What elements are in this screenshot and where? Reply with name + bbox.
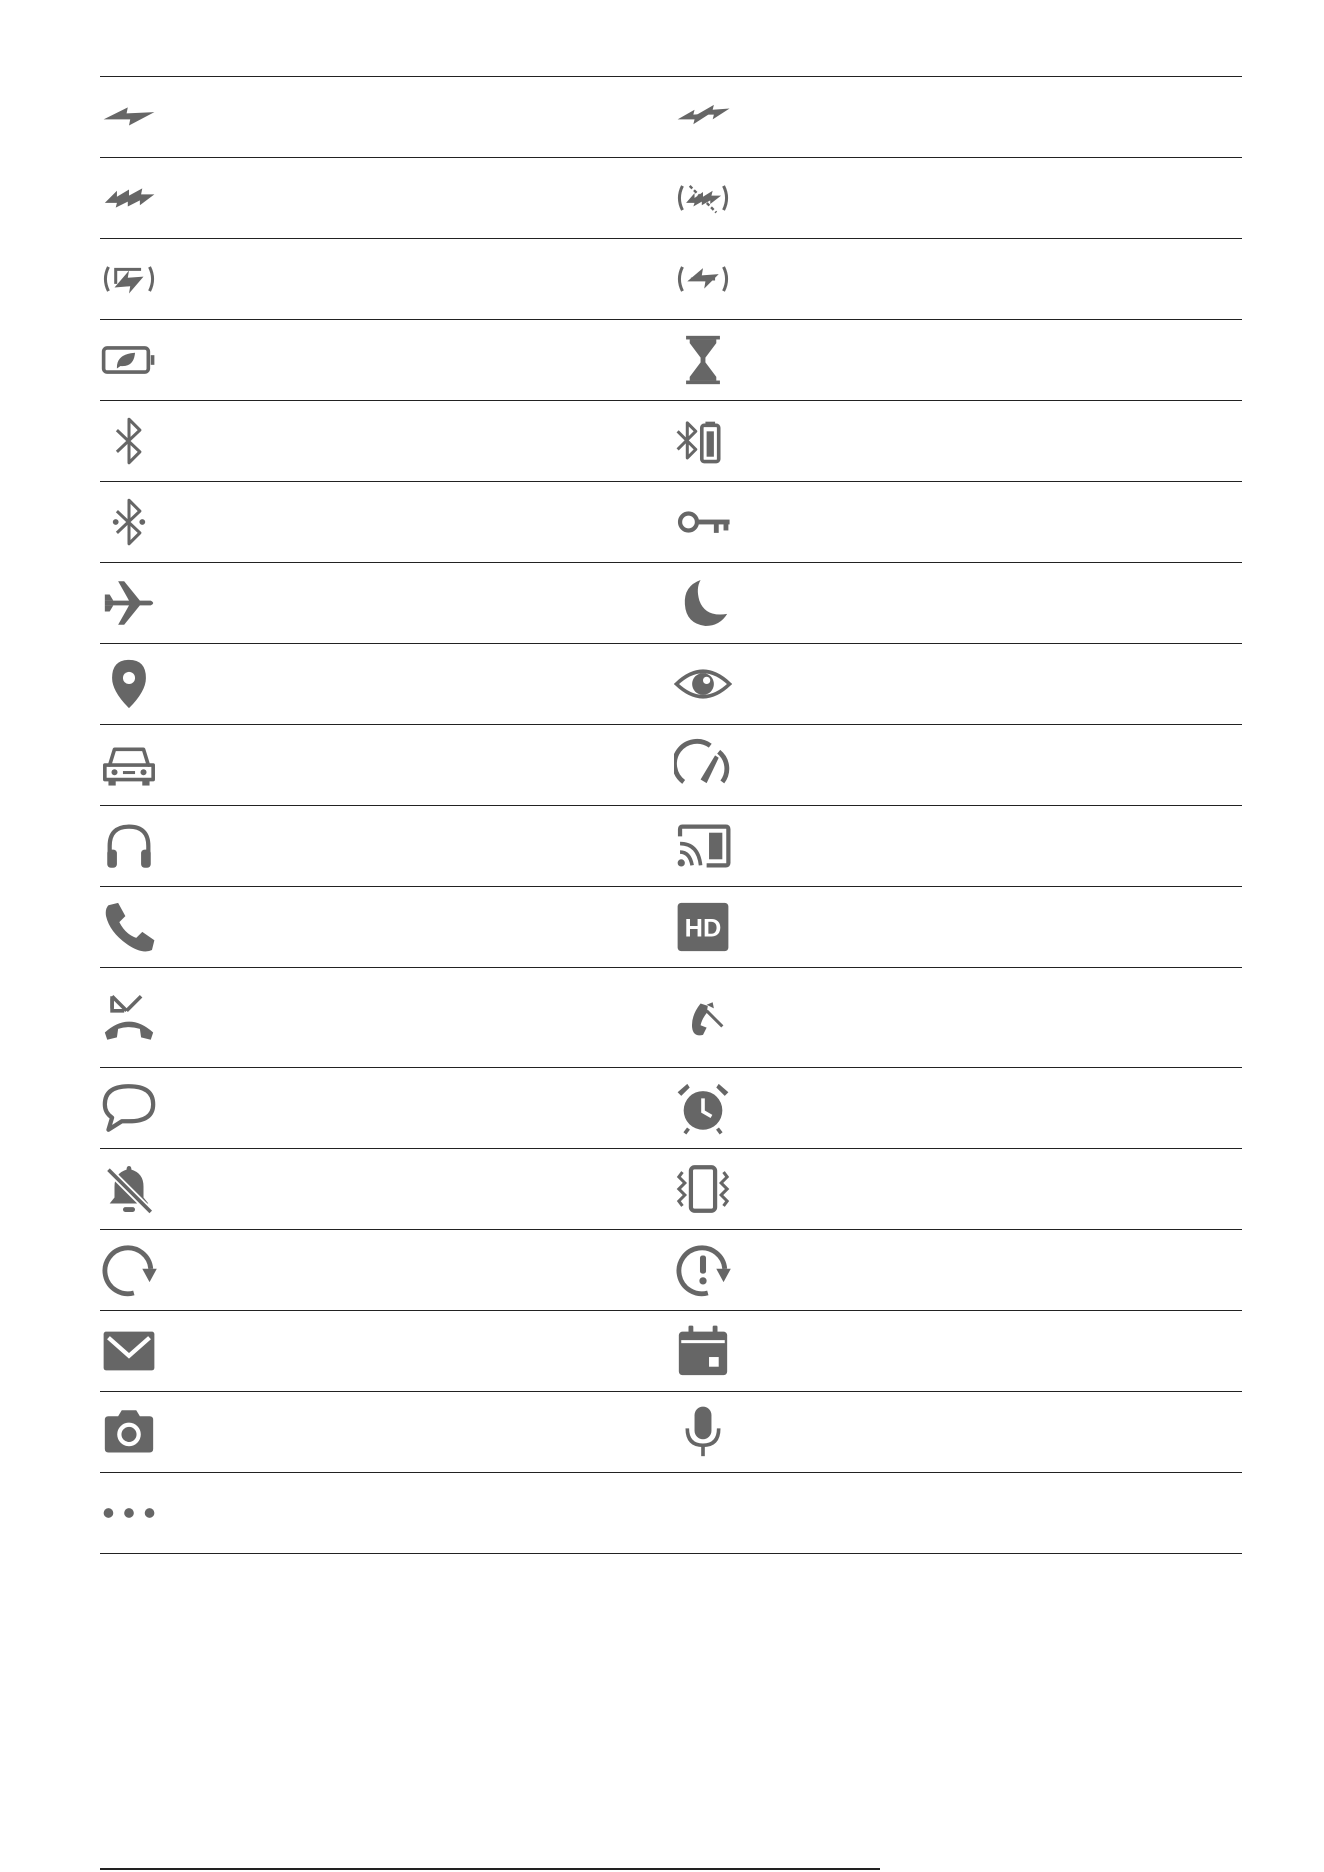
- table-row: [100, 401, 1242, 482]
- power-saving-mode-icon: [100, 331, 158, 389]
- status-icon-table: [100, 76, 1242, 1554]
- table-row: [100, 1230, 1242, 1311]
- table-cell: [100, 644, 668, 724]
- svg-text:HD: HD: [684, 914, 722, 943]
- message-icon: [100, 1079, 158, 1137]
- table-cell: [668, 158, 1242, 238]
- table-cell: [668, 725, 1242, 805]
- table-cell: [668, 1068, 1242, 1148]
- table-cell: [100, 239, 668, 319]
- microphone-icon: [674, 1403, 732, 1461]
- table-cell: [100, 887, 668, 967]
- table-row: [100, 158, 1242, 239]
- table-row: [100, 1392, 1242, 1473]
- table-row: [100, 320, 1242, 401]
- wireless-charging-icon: [100, 250, 158, 308]
- table-cell: [100, 1230, 668, 1310]
- table-row: [100, 806, 1242, 887]
- bluetooth-connected-icon: [100, 493, 158, 551]
- table-cell: [100, 320, 668, 400]
- vpn-icon: [674, 493, 732, 551]
- table-row: [100, 644, 1242, 725]
- table-row: [100, 1311, 1242, 1392]
- table-cell: [100, 1068, 668, 1148]
- digital-balance-icon: [674, 331, 732, 389]
- silent-icon: [100, 1160, 158, 1218]
- table-cell: [100, 1149, 668, 1229]
- table-row: [100, 1149, 1242, 1230]
- headset-icon: [100, 817, 158, 875]
- table-cell: [100, 725, 668, 805]
- table-cell: [668, 482, 1242, 562]
- table-cell: [668, 1149, 1242, 1229]
- table-cell: [100, 1392, 668, 1472]
- table-cell: [668, 563, 1242, 643]
- table-cell: [668, 887, 1242, 967]
- table-cell: [100, 158, 668, 238]
- call-forwarding-icon: [674, 989, 732, 1047]
- table-cell: [100, 401, 668, 481]
- table-row: [100, 239, 1242, 320]
- table-cell: [100, 563, 668, 643]
- do-not-disturb-icon: [674, 574, 732, 632]
- table-cell: [100, 1473, 668, 1553]
- reverse-wireless-charging-icon: [674, 250, 732, 308]
- charging-icon: [100, 88, 158, 146]
- camera-icon: [100, 1403, 158, 1461]
- table-cell: [668, 1230, 1242, 1310]
- footer-rule: [100, 1868, 880, 1870]
- call-icon: [100, 898, 158, 956]
- sync-failed-icon: [674, 1241, 732, 1299]
- table-row: [100, 887, 1242, 968]
- location-icon: [100, 655, 158, 713]
- wireless-super-charging-icon: [674, 169, 732, 227]
- table-cell: [668, 806, 1242, 886]
- super-charging-icon: [674, 88, 732, 146]
- projection-icon: [674, 817, 732, 875]
- table-cell: [668, 968, 1242, 1067]
- eye-comfort-icon: [674, 655, 732, 713]
- alarm-icon: [674, 1079, 732, 1137]
- vibration-icon: [674, 1160, 732, 1218]
- table-row: [100, 725, 1242, 806]
- bluetooth-icon: [100, 412, 158, 470]
- bluetooth-battery-icon: [674, 412, 732, 470]
- table-row: [100, 1473, 1242, 1554]
- table-cell: [668, 644, 1242, 724]
- performance-mode-icon: [674, 736, 732, 794]
- table-cell: [100, 806, 668, 886]
- hd-icon: [674, 898, 732, 956]
- table-cell: [668, 1311, 1242, 1391]
- table-cell: [668, 239, 1242, 319]
- super-charging-fast-icon: [100, 169, 158, 227]
- table-cell: [668, 1473, 1242, 1553]
- table-row: [100, 482, 1242, 563]
- table-cell: [668, 401, 1242, 481]
- table-row: [100, 563, 1242, 644]
- table-row: [100, 968, 1242, 1068]
- more-notifications-icon: [100, 1484, 158, 1542]
- table-cell: [668, 77, 1242, 157]
- table-cell: [100, 77, 668, 157]
- table-cell: [668, 320, 1242, 400]
- table-row: [100, 77, 1242, 158]
- airplane-mode-icon: [100, 574, 158, 632]
- missed-call-icon: [100, 989, 158, 1047]
- table-cell: [100, 1311, 668, 1391]
- syncing-icon: [100, 1241, 158, 1299]
- table-cell: [100, 968, 668, 1067]
- email-icon: [100, 1322, 158, 1380]
- table-row: [100, 1068, 1242, 1149]
- table-cell: [668, 1392, 1242, 1472]
- driving-mode-icon: [100, 736, 158, 794]
- calendar-icon: [674, 1322, 732, 1380]
- table-cell: [100, 482, 668, 562]
